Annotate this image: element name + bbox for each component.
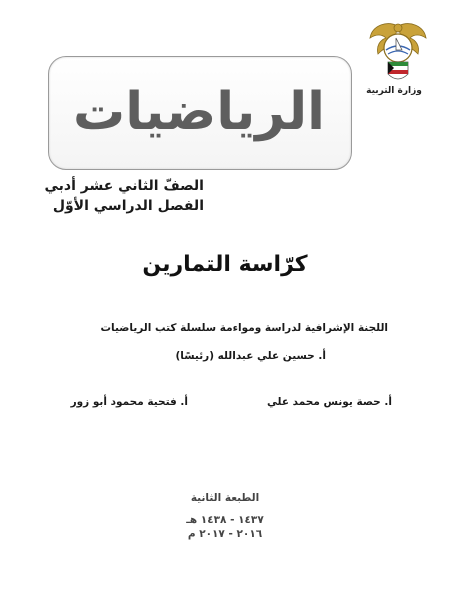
workbook-title: كرّاسة التمارين: [142, 252, 308, 277]
kuwait-emblem-icon: [366, 18, 430, 86]
committee-chair: أ. حسين علي عبدالله (رئيسًا): [175, 350, 326, 362]
edition-label: الطبعة الثانية: [190, 492, 260, 504]
committee-member: أ. فتحية محمود أبو زور: [70, 396, 188, 408]
ministry-name: وزارة التربية: [366, 86, 422, 96]
edition-gregorian-year: ٢٠١٦ - ٢٠١٧ م: [187, 528, 263, 540]
subject-title: الرياضيات: [73, 82, 326, 142]
semester-label: الفصل الدراسي الأوّل: [52, 198, 204, 214]
committee-member: أ. حصة يونس محمد علي: [266, 396, 392, 408]
edition-hijri-year: ١٤٣٧ - ١٤٣٨ هـ: [186, 514, 264, 526]
grade-label: الصفّ الثاني عشر أدبي: [44, 178, 204, 194]
committee-heading: اللجنة الإشرافية لدراسة ومواءمة سلسلة كتب الرياضيات: [100, 322, 388, 334]
